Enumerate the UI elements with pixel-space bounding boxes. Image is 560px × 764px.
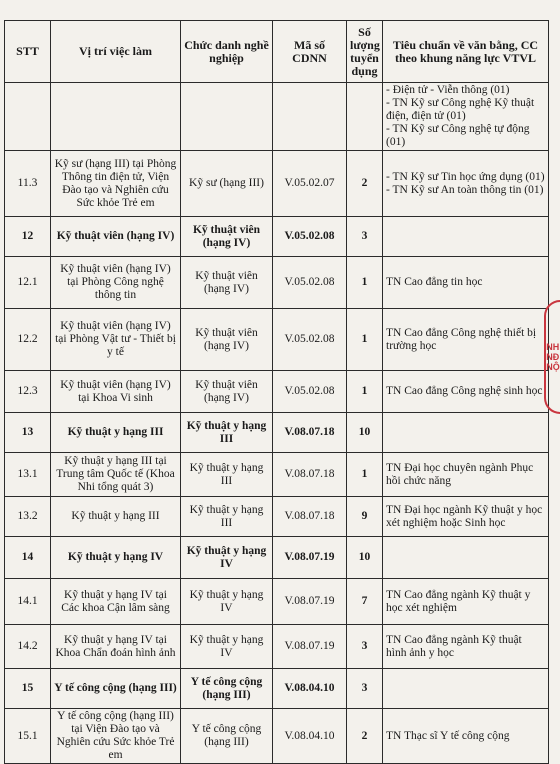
cell-code: V.08.07.18 — [273, 413, 347, 453]
table-row — [5, 309, 549, 371]
cell-code: V.05.02.08 — [273, 217, 347, 257]
cell-title — [181, 83, 273, 151]
document-page — [4, 20, 548, 764]
cell-position — [51, 83, 181, 151]
cell-stt: 12.3 — [5, 371, 51, 413]
table-row — [5, 83, 549, 151]
cell-code: V.08.07.18 — [273, 497, 347, 537]
cell-code: V.05.02.08 — [273, 309, 347, 371]
cell-standard: TN Cao đẳng Công nghệ thiết bị trường học — [383, 309, 549, 371]
cell-standard: TN Đại học chuyên ngành Phục hồi chức năng — [383, 453, 549, 497]
cell-title: Kỹ thuật viên (hạng IV) — [181, 371, 273, 413]
cell-count: 2 — [347, 709, 383, 764]
table-row — [5, 579, 549, 625]
cell-position: Kỹ thuật y hạng III — [51, 413, 181, 453]
cell-count: 1 — [347, 371, 383, 413]
red-stamp-edge — [544, 300, 560, 414]
header-position: Vị trí việc làm — [51, 21, 181, 83]
table-header-row — [5, 21, 549, 83]
cell-stt: 14.1 — [5, 579, 51, 625]
cell-standard: TN Thạc sĩ Y tế công cộng — [383, 709, 549, 764]
cell-position: Kỹ thuật y hạng III tại Trung tâm Quốc tế (Khoa Nhi tổng quát 3) — [51, 453, 181, 497]
cell-code: V.08.07.19 — [273, 625, 347, 669]
cell-title: Kỹ thuật y hạng IV — [181, 537, 273, 579]
cell-title: Kỹ thuật y hạng III — [181, 497, 273, 537]
header-title: Chức danh nghề nghiệp — [181, 21, 273, 83]
cell-title: Kỹ thuật viên (hạng IV) — [181, 217, 273, 257]
cell-stt: 13.1 — [5, 453, 51, 497]
cell-count: 1 — [347, 257, 383, 309]
cell-code: V.05.02.08 — [273, 257, 347, 309]
cell-stt: 12 — [5, 217, 51, 257]
cell-stt: 14.2 — [5, 625, 51, 669]
cell-stt — [5, 83, 51, 151]
cell-position: Kỹ thuật viên (hạng IV) tại Phòng Vật tư - Thiết bị y tế — [51, 309, 181, 371]
cell-code: V.08.07.19 — [273, 579, 347, 625]
cell-standard: TN Đại học ngành Kỹ thuật y học xét nghiệm hoặc Sinh học — [383, 497, 549, 537]
stamp-text: NH NĐ NỘ — [546, 342, 560, 372]
cell-stt: 15.1 — [5, 709, 51, 764]
table-row — [5, 217, 549, 257]
cell-count: 10 — [347, 413, 383, 453]
table-row — [5, 709, 549, 764]
cell-standard: TN Cao đẳng ngành Kỹ thuật hình ảnh y học — [383, 625, 549, 669]
cell-title: Kỹ sư (hạng III) — [181, 151, 273, 217]
cell-stt: 14 — [5, 537, 51, 579]
cell-count: 7 — [347, 579, 383, 625]
cell-position: Y tế công cộng (hạng III) — [51, 669, 181, 709]
cell-position: Kỹ thuật y hạng IV — [51, 537, 181, 579]
cell-standard: - Điện tử - Viễn thông (01) - TN Kỹ sư Công nghệ Kỹ thuật điện, điện tử (01) - TN Kỹ sư Công nghệ tự động (01) — [383, 83, 549, 151]
cell-title: Kỹ thuật y hạng III — [181, 413, 273, 453]
cell-code — [273, 83, 347, 151]
cell-standard: - TN Kỹ sư Tin học ứng dụng (01) - TN Kỹ sư An toàn thông tin (01) — [383, 151, 549, 217]
cell-stt: 13 — [5, 413, 51, 453]
cell-code: V.08.04.10 — [273, 669, 347, 709]
table-row — [5, 669, 549, 709]
table-row — [5, 625, 549, 669]
cell-count: 9 — [347, 497, 383, 537]
cell-position: Kỹ thuật viên (hạng IV) — [51, 217, 181, 257]
table-row — [5, 453, 549, 497]
cell-count: 2 — [347, 151, 383, 217]
table-row — [5, 413, 549, 453]
cell-code: V.05.02.08 — [273, 371, 347, 413]
cell-title: Kỹ thuật viên (hạng IV) — [181, 257, 273, 309]
cell-stt: 12.2 — [5, 309, 51, 371]
cell-standard — [383, 413, 549, 453]
cell-count: 3 — [347, 217, 383, 257]
cell-stt: 12.1 — [5, 257, 51, 309]
cell-code: V.08.07.19 — [273, 537, 347, 579]
cell-standard — [383, 537, 549, 579]
recruitment-table — [4, 20, 549, 764]
cell-title: Kỹ thuật y hạng IV — [181, 625, 273, 669]
table-row — [5, 151, 549, 217]
cell-standard: TN Cao đẳng tin học — [383, 257, 549, 309]
cell-count: 3 — [347, 669, 383, 709]
cell-title: Y tế công cộng (hạng III) — [181, 669, 273, 709]
cell-position: Kỹ thuật y hạng III — [51, 497, 181, 537]
header-count: Số lượng tuyển dụng — [347, 21, 383, 83]
table-row — [5, 371, 549, 413]
cell-count — [347, 83, 383, 151]
cell-position: Kỹ thuật y hạng IV tại Các khoa Cận lâm sàng — [51, 579, 181, 625]
cell-title: Kỹ thuật viên (hạng IV) — [181, 309, 273, 371]
cell-code: V.08.04.10 — [273, 709, 347, 764]
table-row — [5, 537, 549, 579]
cell-stt: 11.3 — [5, 151, 51, 217]
cell-standard: TN Cao đẳng ngành Kỹ thuật y học xét nghiệm — [383, 579, 549, 625]
cell-count: 1 — [347, 309, 383, 371]
cell-standard: TN Cao đẳng Công nghệ sinh học — [383, 371, 549, 413]
cell-position: Y tế công cộng (hạng III) tại Viện Đào tạo và Nghiên cứu Sức khỏe Trẻ em — [51, 709, 181, 764]
cell-position: Kỹ thuật viên (hạng IV) tại Phòng Công nghệ thông tin — [51, 257, 181, 309]
cell-position: Kỹ thuật y hạng IV tại Khoa Chẩn đoán hình ảnh — [51, 625, 181, 669]
table-row — [5, 497, 549, 537]
cell-code: V.05.02.07 — [273, 151, 347, 217]
cell-title: Y tế công cộng (hạng III) — [181, 709, 273, 764]
cell-position: Kỹ sư (hạng III) tại Phòng Thông tin điện tử, Viện Đào tạo và Nghiên cứu Sức khỏe Trẻ em — [51, 151, 181, 217]
header-code: Mã số CDNN — [273, 21, 347, 83]
cell-count: 3 — [347, 625, 383, 669]
cell-title: Kỹ thuật y hạng IV — [181, 579, 273, 625]
cell-title: Kỹ thuật y hạng III — [181, 453, 273, 497]
cell-stt: 15 — [5, 669, 51, 709]
cell-code: V.08.07.18 — [273, 453, 347, 497]
cell-stt: 13.2 — [5, 497, 51, 537]
header-standard: Tiêu chuẩn về văn bằng, CC theo khung năng lực VTVL — [383, 21, 549, 83]
cell-standard — [383, 669, 549, 709]
cell-standard — [383, 217, 549, 257]
header-stt: STT — [5, 21, 51, 83]
table-row — [5, 257, 549, 309]
cell-count: 1 — [347, 453, 383, 497]
cell-position: Kỹ thuật viên (hạng IV) tại Khoa Vi sinh — [51, 371, 181, 413]
cell-count: 10 — [347, 537, 383, 579]
